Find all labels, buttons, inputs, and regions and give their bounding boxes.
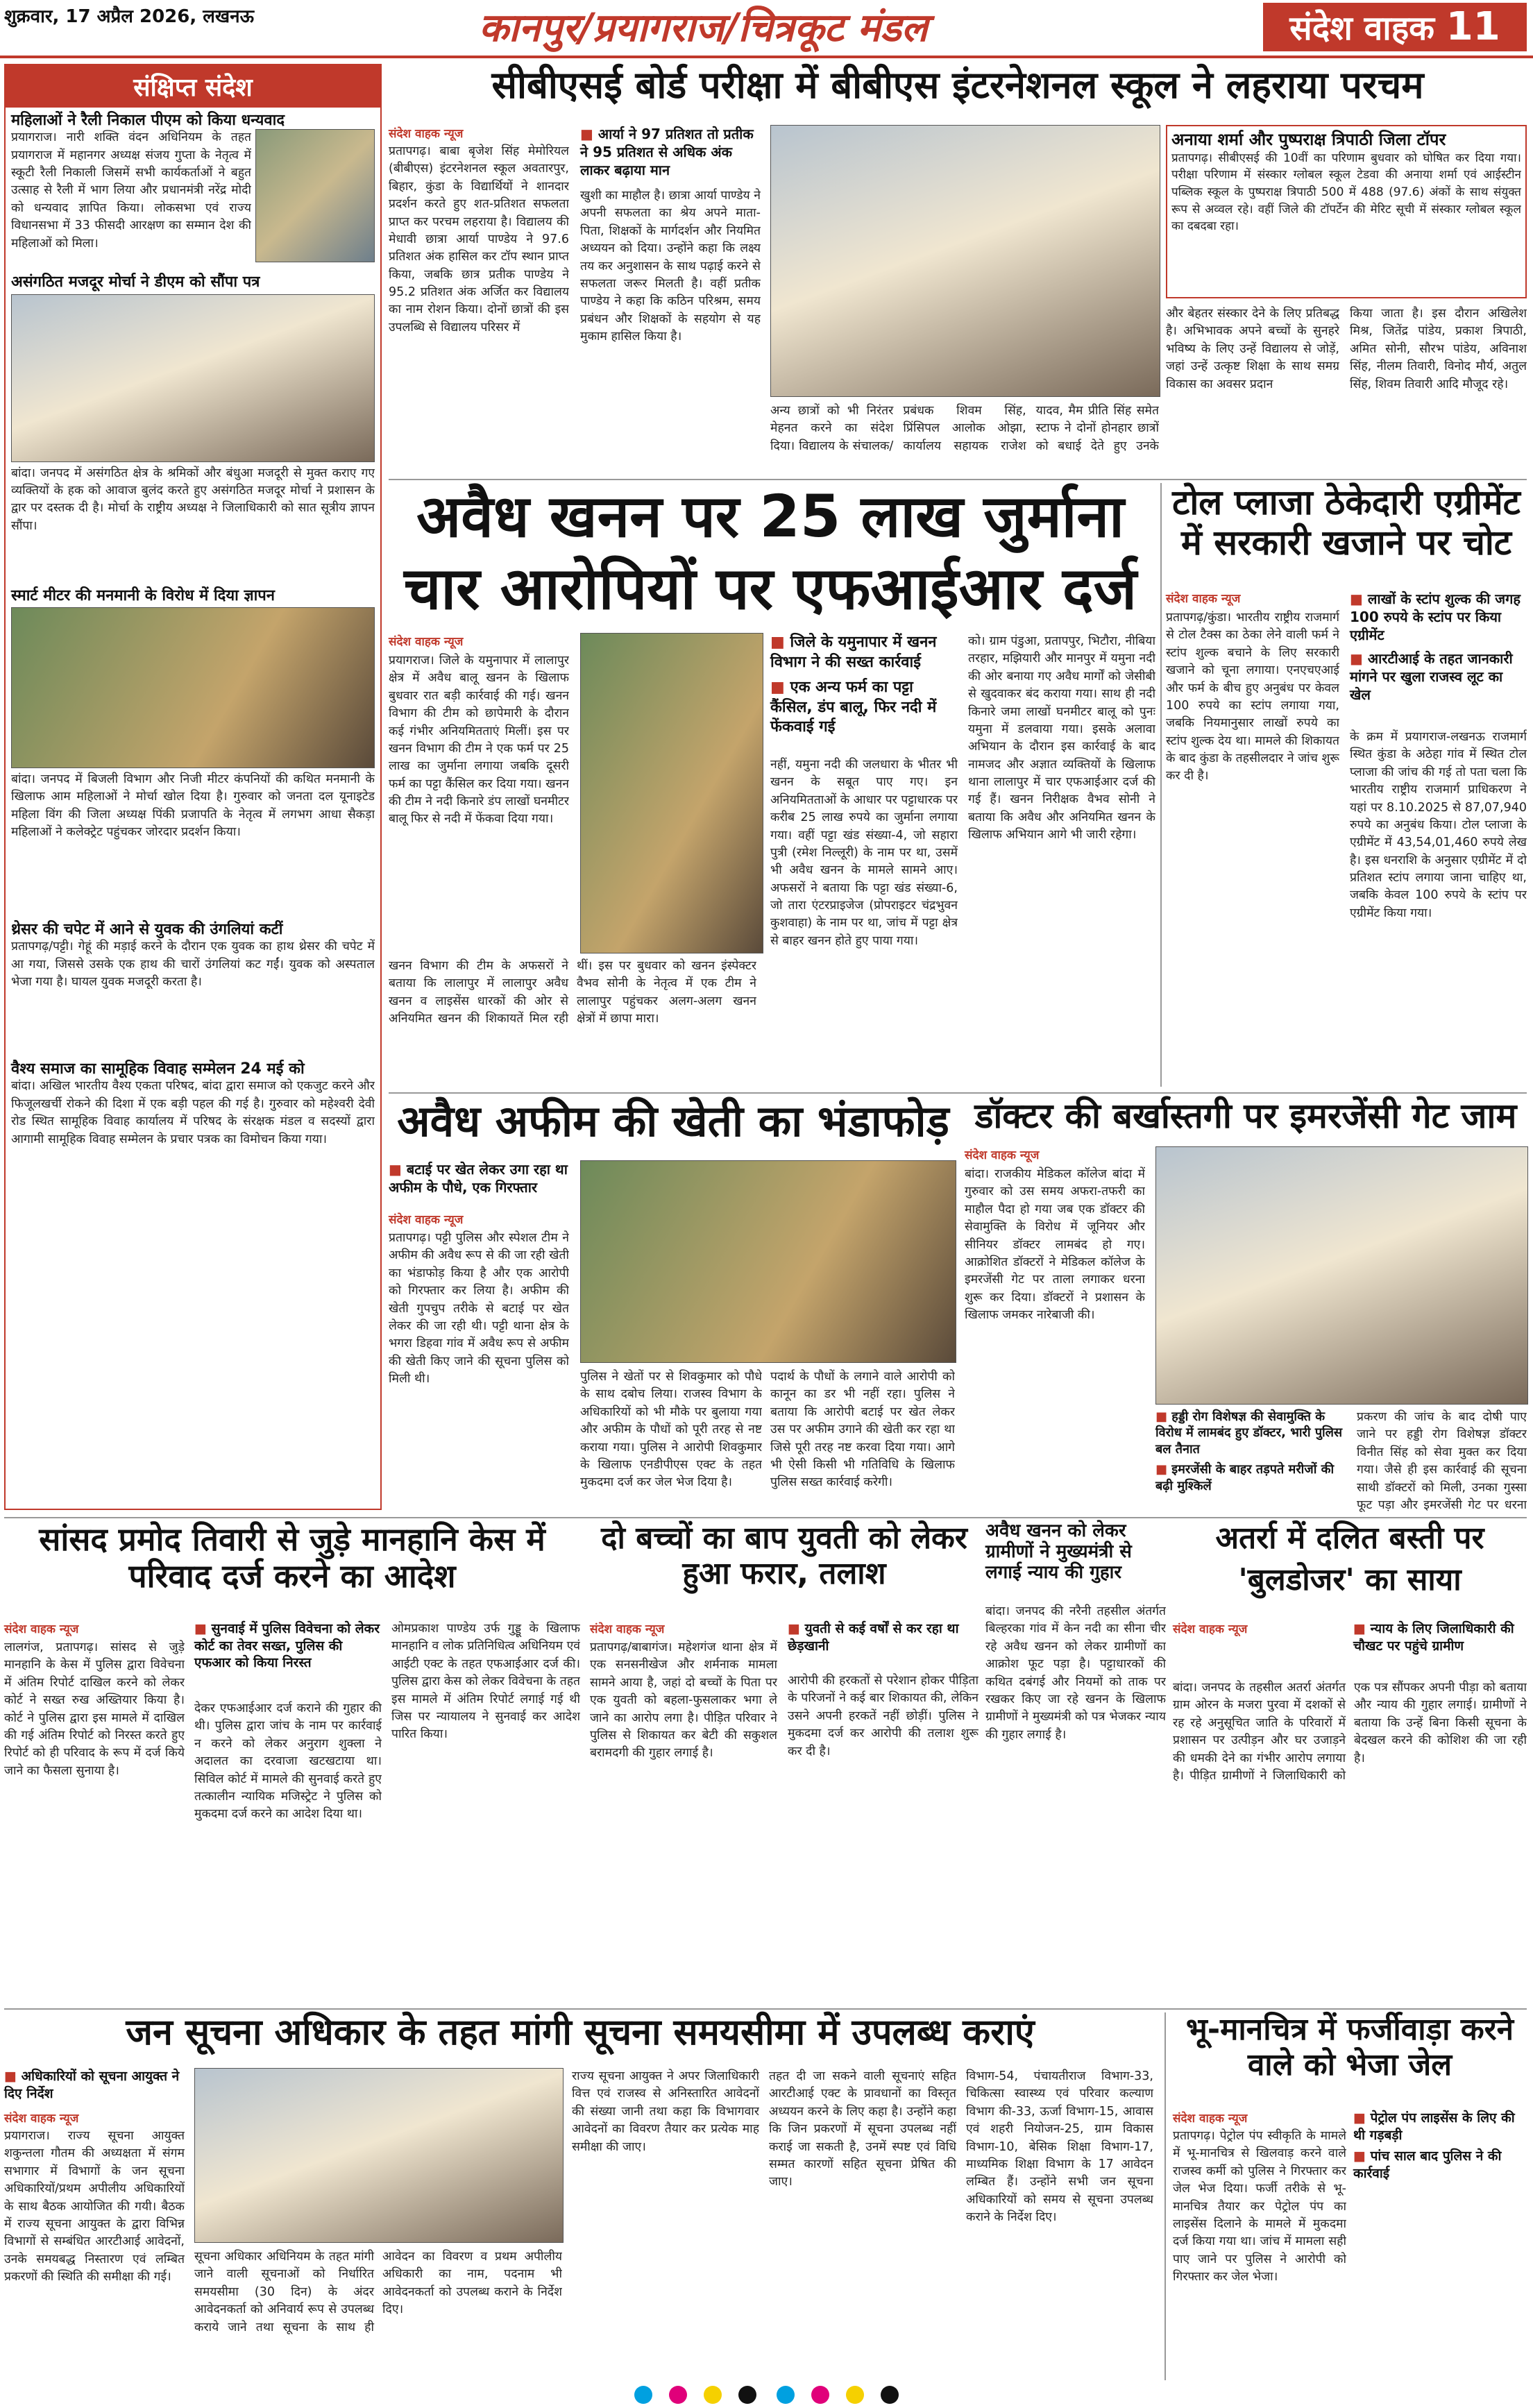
cbse-byline: संदेश वाहक न्यूज xyxy=(389,127,464,141)
land-pin-1: ■ पेट्रोल पंप लाइसेंस के लिए की थी गड़बड़ी xyxy=(1353,2110,1527,2144)
opium-text-2: पुलिस ने खेतों पर से शिवकुमार को पौधे के साथ दबोच लिया। राजस्व विभाग के अधिकारियों को भी मौके पर बुलाया गया और अफीम के पौधों को पूरी तरह से नष्ट कराया गया। पुलिस ने आरोपी शिवकुमार के खिलाफ एनडीपीएस एक्ट के तहत मुकदमा दर्ज कर जेल भेज दिया है। xyxy=(580,1370,762,1490)
mining-byline: संदेश वाहक न्यूज xyxy=(389,635,464,649)
rti-pin: ■ अधिकारियों को सूचना आयुक्त ने दिए निर्देश xyxy=(4,2068,185,2102)
cbse-students-photo xyxy=(770,125,1160,397)
brief-headline-2: असंगठित मजदूर मोर्चा ने डीएम को सौंपा पत्र xyxy=(11,273,260,291)
doctor-headline: डॉक्टर की बर्खास्तगी पर इमरजेंसी गेट जाम xyxy=(974,1096,1517,1136)
doctor-text-1: बांदा। राजकीय मेडिकल कॉलेज बांदा में गुरुवार को उस समय अफरा-तफरी का माहौल पैदा हो गया जब एक डॉक्टर की सेवामुक्ति के विरोध में जूनियर और सीनियर डॉक्टर लामबंद हो गए। आक्रोशित डॉक्टरों ने मेडिकल कॉलेज के इमरजेंसी गेट पर ताला लगाकर धरना शुरू कर दिया। डॉक्टरों ने प्रशासन के खिलाफ जमकर नारेबाजी की। xyxy=(965,1167,1145,1322)
cbse-headline: सीबीएसई बोर्ड परीक्षा में बीबीएस इंटरनेशनल स्कूल ने लहराया परचम xyxy=(491,63,1424,107)
opium-text-1: प्रतापगढ़। पट्टी पुलिस और स्पेशल टीम ने अफीम की अवैध रूप से की जा रही खेती का भंडाफोड़ किया है और एक आरोपी को गिरफ्तार कर लिया है। अफीम की खेती गुपचुप तरीके से बटाई पर खेत लेकर की जा रही थी। पट्टी थाना क्षेत्र के भगरा डिहवा गांव में अवैध रूप से अफीम की खेती किए जाने की सूचना पुलिस को मिली थी। xyxy=(389,1231,569,1386)
mp-text-3: ओमप्रकाश पाण्डेय उर्फ गुड्डू के खिलाफ मानहानि व लोक प्रतिनिधित्व अधिनियम एवं आईटी एक्ट के तहत एफआईआर दर्ज की। पुलिस द्वारा केस को लेकर विवेचना के तहत इस मामले में अंतिम रिपोर्ट लगाई गई थी जिस पर न्यायालय ने सुनवाई कर आदेश पारित किया। xyxy=(391,1622,580,1742)
opium-pin: ■ बटाई पर खेत लेकर उगा रहा था अफीम के पौधे, एक गिरफ्तार xyxy=(389,1160,569,1196)
divider-v2 xyxy=(1164,2012,1166,2380)
cbse-text-3: अन्य छात्रों को भी निरंतर मेहनत करने का संदेश दिया। विद्यालय के संचालक/प्रबंधक शिवम सिंह, प्रिंसिपल आलोक ओझा, कार्यालय सहायक राजेश यादव, मैम प्रीति सिंह समेत स्टाफ ने दोनों होनहार छात्रों को बधाई देते हुए उनके xyxy=(770,404,1159,453)
mp-pin: ■ सुनवाई में पुलिस विवेचना को लेकर कोर्ट का तेवर सख्त, पुलिस की एफआर को किया निरस्त xyxy=(194,1620,382,1672)
fugitive-byline: संदेश वाहक न्यूज xyxy=(590,1622,665,1636)
divider-v1 xyxy=(1160,483,1162,1087)
mining-excavator-photo xyxy=(580,633,763,953)
topper-text-2: और बेहतर संस्कार देने के लिए प्रतिबद्ध है। अभिभावक अपने बच्चों के सुनहरे भविष्य के लिए उन्हें विद्यालय से जोड़ें, जहां उन्हें उत्कृष्ट शिक्षा के साथ समग्र विकास का अवसर प्रदान xyxy=(1166,307,1339,391)
atarra-headline-1: अतर्रा में दलित बस्ती पर xyxy=(1215,1520,1484,1556)
brief-headline-3: स्मार्ट मीटर की मनमानी के विरोध में दिया ज्ञापन xyxy=(11,586,275,604)
zone-title: कानपुर/प्रयागराज/चित्रकूट मंडल xyxy=(479,5,928,51)
rti-text-1: प्रयागराज। राज्य सूचना आयुक्त शकुन्तला गौतम की अध्यक्षता में संगम सभागार में विभागों के जन सूचना अधिकारियों/प्रथम अपीलीय अधिकारियों के साथ बैठक आयोजित की गयी। बैठक में राज्य सूचना आयुक्त के द्वारा विभिन्न विभागों से सम्बंधित आरटीआई आवेदनों, उनके समयबद्ध निस्तारण एवं लम्बित प्रकरणों की स्थिति की समीक्षा की गई। xyxy=(4,2129,185,2284)
rti-text-5: विभाग-54, पंचायतीराज विभाग-33, चिकित्सा स्वास्थ्य एवं परिवार कल्याण विभाग की-33, ऊर्जा विभाग-15, आवास एवं शहरी नियोजन-25, ग्राम विकास विभाग-10, बेसिक शिक्षा विभाग-17, माध्यमिक शिक्षा विभाग के 17 आवेदन लम्बित हैं। उन्होंने सभी जन सूचना अधिकारियों को समय से सूचना उपलब्ध कराने के निर्देश दिए। xyxy=(966,2069,1153,2224)
mining-headline-2: चार आरोपियों पर एफआईआर दर्ज xyxy=(404,554,1137,622)
mining-pin-1: ■ जिले के यमुनापार में खनन विभाग ने की सख्त कार्रवाई xyxy=(770,633,958,672)
topper-title: अनाया शर्मा और पुष्पराक्ष त्रिपाठी जिला टॉपर xyxy=(1171,130,1446,149)
rti-text-3: राज्य सूचना आयुक्त ने अपर जिलाधिकारी वित्त एवं राजस्व से अनिस्तारित आवेदनों की संख्या जानी तथा कहा कि विभागवार आवेदनों का विवरण तैयार कर प्रत्येक माह समीक्षा की जाए। xyxy=(572,2069,759,2154)
page-date: शुक्रवार, 17 अप्रैल 2026, लखनऊ xyxy=(4,6,255,27)
rti-headline: जन सूचना अधिकार के तहत मांगी सूचना समयसीमा में उपलब्ध कराएं xyxy=(126,2012,1035,2053)
page-number: 11 xyxy=(1446,4,1500,49)
toll-text-1: प्रतापगढ़/कुंडा। भारतीय राष्ट्रीय राजमार्ग से टोल टैक्स का ठेका लेने वाली फर्म ने स्टांप शुल्क बचाने के लिए सरकारी खजाने को चूना लगाया। एनएचएआई और फर्म के बीच हुए अनुबंध पर केवल 100 रुपये का स्टांप लगाया गया, जबकि नियमानुसार लाखों रुपये का स्टांप शुल्क देय था। मामले की शिकायत के बाद कुंडा के तहसीलदार ने जांच शुरू कर दी है। xyxy=(1166,611,1339,783)
mining-text-4: को। ग्राम पंडुआ, प्रतापपुर, भिटौरा, नीबिया तरहार, मझियारी और मानपुर में यमुना नदी की ओर बनाया गए अवैध मार्गों को जेसीबी से खुदवाकर बंद कराया गया। साथ ही नदी किनारे जमा लाखों घनमीटर बालू को पुनः यमुना में डलवाया गया। इसके अलावा अभियान के दौरान इस कार्रवाई के बाद नामजद और अज्ञात व्यक्तियों के खिलाफ थाना लालापुर में चार एफआईआर दर्ज की गई हैं। खनन निरीक्षक वैभव सोनी ने बताया कि अवैध और अनियमित खनन के खिलाफ अभियान आगे भी जारी रहेगा। xyxy=(968,634,1155,842)
opium-text-3: पदार्थ के पौधों के लगाने वाले आरोपी को कानून का डर भी नहीं रहा। पुलिस ने बताया कि आरोपी बटाई पर खेत लेकर उस पर अफीम उगाने की खेती कर रहा था जिसे पूरी तरह नष्ट करवा दिया गया। आगे भी ऐसी किसी भी गतिविधि के खिलाफ पुलिस सख्त कार्रवाई करेगी। xyxy=(770,1370,955,1490)
toll-pin-2: ■ आरटीआई के तहत जानकारी मांगने पर खुला राजस्व लूट का खेल xyxy=(1350,650,1527,704)
brief-headline-4: थ्रेसर की चपेट में आने से युवक की उंगलियां कटीं xyxy=(11,920,283,938)
doctor-pin-1: ■ हड्डी रोग विशेषज्ञ की सेवामुक्ति के विरोध में लामबंद हुए डॉक्टर, भारी पुलिस बल तैनात xyxy=(1155,1409,1350,1457)
brief-text-3: बांदा। जनपद में बिजली विभाग और निजी मीटर कंपनियों की कथित मनमानी के खिलाफ आम महिलाओं ने मोर्चा खोल दिया है। गुरुवार को जनता दल यूनाइटेड महिला विंग की जिला अध्यक्ष पिंकी प्रजापति के नेतृत्व में लगभग आधा सैकड़ा महिलाओं ने कलेक्ट्रेट पहुंचकर जोरदार प्रदर्शन किया। xyxy=(11,772,375,840)
toll-byline: संदेश वाहक न्यूज xyxy=(1166,592,1241,606)
fugitive-pin: ■ युवती से कई वर्षों से कर रहा था छेड़खानी xyxy=(788,1620,979,1654)
cbse-text-1: प्रतापगढ़। बाबा बृजेश सिंह मेमोरियल (बीबीएस) इंटरनेशनल स्कूल अवतारपुर, बिहार, कुंडा के विद्यार्थियों ने शानदार प्रदर्शन करते हुए शत-प्रतिशत सफलता प्राप्त कर परचम लहराया है। विद्यालय की मेधावी छात्रा आर्या पाण्डेय ने 97.6 प्रतिशत अंक हासिल कर टॉप स्थान प्राप्त किया, जबकि छात्र प्रतीक पाण्डेय ने 95.2 प्रतिशत अंक अर्जित कर विद्यालय का नाम रोशन किया। दोनों छात्रों की इस उपलब्धि से विद्यालय परिसर में xyxy=(389,144,569,334)
mp-text-1: लालगंज, प्रतापगढ़। सांसद से जुड़े मानहानि के केस में पुलिस द्वारा विवेचना में अंतिम रिपोर्ट दाखिल करने को लेकर कोर्ट ने सख्त रुख अख्तियार किया है। कोर्ट ने पुलिस द्वारा इस मामले में दाखिल की गई अंतिम रिपोर्ट को निरस्त करते हुए रिपोर्ट को ही परिवाद के रूप में दर्ज किये जाने का फैसला सुनाया है। xyxy=(4,1640,185,1778)
brief-headline-1: महिलाओं ने रैली निकाल पीएम को किया धन्यवाद xyxy=(11,112,285,129)
rti-text-4: तहत दी जा सकने वाली सूचनाएं सहित आरटीआई एक्ट के प्रावधानों का विस्तृत अध्ययन करने के लिए कहा है। उन्होंने कहा कि जिन प्रकरणों में सूचना उपलब्ध नहीं कराई जा सकती है, उनमें स्पष्ट एवं विधि सम्मत कारणों सहित सूचना प्रेषित की जाए। xyxy=(769,2069,956,2189)
cbse-text-2: खुशी का माहौल है। छात्रा आर्या पाण्डेय ने अपनी सफलता का श्रेय अपने माता-पिता, शिक्षकों के मार्गदर्शन और नियमित अध्ययन को दिया। उन्होंने कहा कि लक्ष्य तय कर अनुशासन के साथ पढ़ाई करने से सफलता जरूर मिलती है। वहीं प्रतीक पाण्डेय ने कहा कि कठिन परिश्रम, समय प्रबंधन और शिक्षकों के सहयोग से यह मुकाम हासिल किया है। xyxy=(580,189,761,344)
topper-text: प्रतापगढ़। सीबीएसई की 10वीं का परिणाम बुधवार को घोषित कर दिया गया। परीक्षा परिणाम में संस्कार ग्लोबल स्कूल टेडवा की अनाया शर्मा एवं आईस्टीन पब्लिक स्कूल के पुष्पराक्ष त्रिपाठी 500 में 488 (97.6) अंकों के साथ संयुक्त रूप से अव्वल रहे। वहीं जिले की टॉपर्टेन की मेरिट सूची में संस्कार ग्लोबल स्कूल का दबदबा रहा। xyxy=(1171,151,1521,234)
mining-headline-1: अवैध खनन पर 25 लाख जुर्माना xyxy=(416,482,1124,550)
brand-name: संदेश वाहक xyxy=(1289,9,1435,48)
land-text: प्रतापगढ़। पेट्रोल पंप स्वीकृति के मामले में भू-मानचित्र से खिलवाड़ करने वाले राजस्व कर्मी को पुलिस ने गिरफ्तार कर जेल भेज दिया। फर्जी तरीके से भू-मानचित्र तैयार कर पेट्रोल पंप का लाइसेंस दिलाने के मामले में मुकदमा दर्ज किया गया था। जांच में मामला सही पाए जाने पर पुलिस ने आरोपी को गिरफ्तार कर जेल भेजा। xyxy=(1173,2129,1346,2284)
mining-text-2: खनन विभाग की टीम के अफसरों ने बताया कि लालापुर में लालापुर अवैध खनन व लाइसेंस धारकों की ओर से अनियमित खनन की शिकायतें मिल रही थीं। इस पर बुधवार को खनन इंस्पेक्टर वैभव सोनी के नेतृत्व में एक टीम ने लालापुर पहुंचकर अलग-अलग खनन क्षेत्रों में छापा मारा। xyxy=(389,959,756,1026)
brief-text-4: प्रतापगढ़/पट्टी। गेहूं की मड़ाई करने के दौरान एक युवक का हाथ थ्रेसर की चपेट में आ गया, जिससे उसके एक हाथ की चारों उंगलियां कट गईं। युवक को अस्पताल भेजा गया है। घायल युवक मजदूरी करता है। xyxy=(11,940,375,989)
mining-text-3: नहीं, यमुना नदी की जलधारा के भीतर भी खनन के सबूत पाए गए। इन अनियमितताओं के आधार पर पट्टाधारक पर करीब 25 लाख रुपये का जुर्माना लगाया गया। वहीं पट्टा खंड संख्या-4, जो सहारा पुत्री (रमेश निल्लूरी) के नाम पर था, उसमें भी अवैध खनन के मामले सामने आए। अफसरों ने बताया कि पट्टा खंड संख्या-6, जो तारा एंटरप्राइजेज (प्रोपराइटर चंद्रभुवन कुशवाहा) के नाम पर था, जांच में पट्टा क्षेत्र से बाहर खनन होते हुए पाया गया। xyxy=(770,758,958,948)
opium-headline: अवैध अफीम की खेती का भंडाफोड़ xyxy=(397,1096,949,1146)
doctor-byline: संदेश वाहक न्यूज xyxy=(965,1148,1040,1162)
mp-text-2: देकर एफआईआर दर्ज कराने की गुहार की थी। पुलिस द्वारा जांच के नाम पर कार्रवाई न करने को लेकर अनुराग शुक्ला ने अदालत का दरवाजा खटखटाया था। सिविल कोर्ट में मामले की सुनवाई करते हुए तत्कालीन न्यायिक मजिस्ट्रेट ने पुलिस को मुकदमा दर्ज करने का आदेश दिया था। xyxy=(194,1702,382,1822)
atarra-pin: ■ न्याय के लिए जिलाधिकारी की चौखट पर पहुंचे ग्रामीण xyxy=(1353,1620,1527,1654)
land-pins xyxy=(1353,2110,1527,2182)
atarra-text: बांदा। जनपद के तहसील अतर्रा अंतर्गत ग्राम ओरन के मजरा पुरवा में दशकों से रह रहे अनुसूचित जाति के परिवारों में प्रशासन पर उत्पीड़न और घर उजाड़ने की धमकी देने का गंभीर आरोप लगाया है। पीड़ित ग्रामीणों ने जिलाधिकारी को एक पत्र सौंपकर अपनी पीड़ा को बताया और न्याय की गुहार लगाई। ग्रामीणों ने बताया कि उन्हें बिना किसी सूचना के बेदखल करने की कोशिश की जा रही है। xyxy=(1173,1681,1527,1783)
villagers-text: बांदा। जनपद की नरैनी तहसील अंतर्गत बिल्हरका गांव में केन नदी का सीना चीर रहे अवैध खनन को लेकर ग्रामीणों का आक्रोश फूट पड़ा है। पट्टाधारकों की कथित दबंगई और नियमों को ताक पर रखकर किए जा रहे खनन के खिलाफ ग्रामीणों ने मुख्यमंत्री को पत्र भेजकर न्याय की गुहार लगाई है। xyxy=(985,1604,1166,1742)
header-rule xyxy=(0,56,1533,58)
rti-byline: संदेश वाहक न्यूज xyxy=(4,2112,79,2126)
masthead-brand xyxy=(1263,3,1527,51)
toll-pins xyxy=(1350,590,1527,704)
doctor-pin-2: ■ इमरजेंसी के बाहर तड़पते मरीजों की बढ़ी मुश्किलें xyxy=(1155,1461,1350,1494)
brief-title: संक्षिप्त संदेश xyxy=(6,65,380,108)
mp-headline: सांसद प्रमोद तिवारी से जुड़े मानहानि केस में परिवाद दर्ज करने का आदेश xyxy=(39,1520,545,1595)
brief-photo-1 xyxy=(255,129,375,262)
land-headline: भू-मानचित्र में फर्जीवाड़ा करने वाले को भेजा जेल xyxy=(1185,2012,1514,2083)
brief-text-2: बांदा। जनपद में असंगठित क्षेत्र के श्रमिकों और बंधुआ मजदूरी से मुक्त कराए गए व्यक्तियों के हक को आवाज बुलंद करते हुए असंगठित मजदूर मोर्चा ने प्रशासन के द्वार पर दस्तक दी है। मोर्चा के राष्ट्रीय अध्यक्ष ने जिलाधिकारी को सात सूत्रीय ज्ञापन सौंपा। xyxy=(11,466,375,533)
atarra-byline: संदेश वाहक न्यूज xyxy=(1173,1622,1248,1636)
divider-4 xyxy=(4,2008,1527,2010)
atarra-headline-2: 'बुलडोजर' का साया xyxy=(1238,1562,1462,1597)
doctor-protest-photo xyxy=(1155,1146,1528,1405)
land-pin-2: ■ पांच साल बाद पुलिस ने की कार्रवाई xyxy=(1353,2148,1527,2182)
brief-photo-2 xyxy=(11,294,375,462)
brief-photo-3 xyxy=(11,607,375,768)
fugitive-headline: दो बच्चों का बाप युवती को लेकर हुआ फरार, तलाश xyxy=(601,1520,967,1591)
brief-column xyxy=(4,64,382,1510)
fugitive-text-1: प्रतापगढ़/बाबागंज। महेशगंज थाना क्षेत्र में एक सनसनीखेज और शर्मनाक मामला सामने आया है, जहां दो बच्चों के पिता पर एक युवती को बहला-फुसलाकर भगा ले जाने का आरोप लगा है। पीड़ित परिवार ने पुलिस से शिकायत कर बेटी की सकुशल बरामदगी की गुहार लगाई है। xyxy=(590,1640,777,1761)
mining-pin-2: ■ एक अन्य फर्म का पट्टा कैंसिल, डंप बालू, फिर नदी में फेंकवाई गई xyxy=(770,678,958,738)
doctor-text-2: प्रकरण की जांच के बाद दोषी पाए जाने पर हड्डी रोग विशेषज्ञ डॉक्टर विनीत सिंह को सेवा मुक्त कर दिया गया। जैसे ही इस कार्रवाई की सूचना साथी डॉक्टरों को मिली, उनका गुस्सा फूट पड़ा और इमरजेंसी गेट पर धरना xyxy=(1357,1410,1527,1512)
print-registration-marks xyxy=(0,2386,1533,2407)
brief-text-1: प्रयागराज। नारी शक्ति वंदन अधिनियम के तहत प्रयागराज में महानगर अध्यक्ष संजय गुप्ता के नेतृत्व में स्कूटी रैली निकाली जिसमें सभी कार्यकर्ताओं ने बहुत उत्साह से रैली में भाग लिया और प्रधानमंत्री नरेंद्र मोदी को धन्यवाद ज्ञापित किया। लोकसभा एवं राज्य विधानसभा में 33 फीसदी आरक्षण का सम्मान देश की महिलाओं को मिला। xyxy=(11,130,251,251)
toll-headline: टोल प्लाजा ठेकेदारी एग्रीमेंट में सरकारी खजाने पर चोट xyxy=(1172,482,1521,563)
rti-text-2: सूचना अधिकार अधिनियम के तहत मांगी जाने वाली सूचनाओं को निर्धारित समयसीमा (30 दिन) के अंदर आवेदनकर्ता को अनिवार्य रूप से उपलब्ध कराये जाने तथा सूचना के साथ ही आवेदन का विवरण व प्रथम अपीलीय अधिकारी का नाम, पदनाम भी आवेदनकर्ता को उपलब्ध कराने के निर्देश दिए। xyxy=(194,2250,562,2334)
divider-3 xyxy=(4,1517,1527,1518)
doctor-pins xyxy=(1155,1409,1350,1494)
villagers-headline: अवैध खनन को लेकर ग्रामीणों ने मुख्यमंत्री से लगाई न्याय की गुहार xyxy=(985,1520,1132,1583)
brief-headline-5: वैश्य समाज का सामूहिक विवाह सम्मेलन 24 मई को xyxy=(11,1060,305,1078)
cbse-pin: ■ आर्या ने 97 प्रतिशत तो प्रतीक ने 95 प्रतिशत से अधिक अंक लाकर बढ़ाया मान xyxy=(580,125,761,179)
mining-text-1: प्रयागराज। जिले के यमुनापार में लालापुर क्षेत्र में अवैध बालू खनन के खिलाफ बुधवार रात बड़ी कार्रवाई की गई। खनन विभाग की टीम को छापेमारी के दौरान कई गंभीर अनियमितताएं मिलीं। इस पर खनन विभाग की टीम ने एक फर्म पर 25 लाख का जुर्माना लगाया जबकि दूसरी फर्म का पट्टा कैंसिल कर दिया गया। खनन की टीम ने नदी किनारे डंप लाखों घनमीटर बालू फिर से नदी में फेंकवा दिया गया। xyxy=(389,654,569,826)
opium-byline: संदेश वाहक न्यूज xyxy=(389,1213,464,1227)
brief-text-5: बांदा। अखिल भारतीय वैश्य एकता परिषद, बांदा द्वारा समाज को एकजुट करने और फिजूलखर्ची रोकने की दिशा में एक बड़ी पहल की गई है। गुरुवार को महेश्वरी देवी रोड स्थित सामूहिक विवाह कार्यालय में परिषद के संरक्षक मंडल व सदस्यों द्वारा आगामी सामूहिक विवाह सम्मेलन के प्रचार पत्रक का विमोचन किया गया। xyxy=(11,1079,375,1146)
divider-2 xyxy=(389,1092,1527,1094)
toll-text-2: के क्रम में प्रयागराज-लखनऊ राजमार्ग स्थित कुंडा के अठेहा गांव में स्थित टोल प्लाजा की जांच की गई तो पता चला कि भारतीय राष्ट्रीय राजमार्ग प्राधिकरण ने यहां पर 8.10.2025 से 87,07,940 रुपये का अनुबंध किया। टोल प्लाजा के एग्रीमेंट में 43,54,01,460 रुपये लेख है। इस धनराशि के अनुसार एग्रीमेंट में दो प्रतिशत स्टांप लगाया जाना चाहिए था, जबकि केवल 100 रुपये के स्टांप पर एग्रीमेंट किया गया। xyxy=(1350,730,1527,920)
divider-1 xyxy=(389,479,1527,480)
topper-box xyxy=(1166,125,1527,298)
opium-field-photo xyxy=(580,1160,956,1363)
land-byline: संदेश वाहक न्यूज xyxy=(1173,2112,1248,2126)
topper-text-3: किया जाता है। इस दौरान अखिलेश मिश्र, जितेंद्र पांडेय, प्रकाश त्रिपाठी, अमित सोनी, सौरभ पांडेय, अविनाश सिंह, नीलम तिवारी, विनोद मौर्य, अतुल सिंह, शिवम तिवारी आदि मौजूद रहे। xyxy=(1350,307,1527,391)
mp-byline: संदेश वाहक न्यूज xyxy=(4,1622,79,1636)
mining-pins xyxy=(770,633,958,738)
rti-meeting-photo xyxy=(194,2068,564,2243)
fugitive-text-2: आरोपी की हरकतों से परेशान होकर पीड़िता के परिजनों ने कई बार शिकायत की, लेकिन उसने अपनी हरकतें नहीं छोड़ीं। पुलिस ने मुकदमा दर्ज कर आरोपी की तलाश शुरू कर दी है। xyxy=(788,1674,979,1758)
toll-pin-1: ■ लाखों के स्टांप शुल्क की जगह 100 रुपये के स्टांप पर किया एग्रीमेंट xyxy=(1350,590,1527,644)
